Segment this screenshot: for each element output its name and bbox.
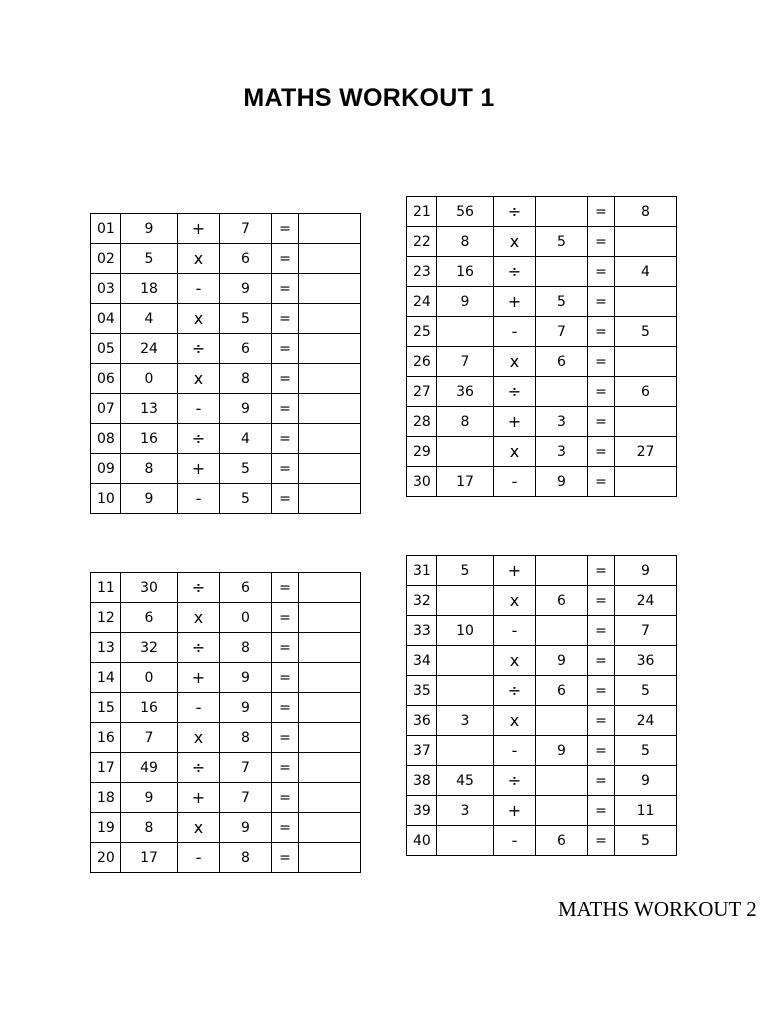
operator: + xyxy=(494,287,536,317)
equals-sign: = xyxy=(272,334,299,364)
second-operand[interactable] xyxy=(536,377,588,407)
problem-number: 12 xyxy=(91,603,121,633)
second-operand: 9 xyxy=(536,646,588,676)
answer-cell[interactable] xyxy=(299,424,361,454)
first-operand: 9 xyxy=(437,287,494,317)
problem-row xyxy=(407,706,677,736)
second-operand: 9 xyxy=(220,813,272,843)
operator: - xyxy=(494,826,536,856)
equals-sign: = xyxy=(588,736,615,766)
second-operand[interactable] xyxy=(536,556,588,586)
first-operand: 5 xyxy=(437,556,494,586)
equals-sign: = xyxy=(272,394,299,424)
problem-number: 04 xyxy=(91,304,121,334)
first-operand: 18 xyxy=(121,274,178,304)
answer-cell[interactable]: 27 xyxy=(615,437,677,467)
problem-row xyxy=(407,616,677,646)
problem-row xyxy=(407,796,677,826)
first-operand: 17 xyxy=(121,843,178,873)
first-operand: 16 xyxy=(437,257,494,287)
problem-number: 35 xyxy=(407,676,437,706)
problem-number: 22 xyxy=(407,227,437,257)
second-operand[interactable] xyxy=(536,616,588,646)
second-operand: 6 xyxy=(220,573,272,603)
second-operand[interactable] xyxy=(536,796,588,826)
answer-cell[interactable] xyxy=(299,244,361,274)
operator: - xyxy=(178,843,220,873)
second-operand: 9 xyxy=(220,394,272,424)
second-operand[interactable] xyxy=(536,706,588,736)
problem-row xyxy=(91,364,361,394)
problem-row xyxy=(91,753,361,783)
operator: - xyxy=(178,484,220,514)
first-operand: 45 xyxy=(437,766,494,796)
answer-cell[interactable] xyxy=(299,633,361,663)
operator: ÷ xyxy=(494,257,536,287)
problem-row xyxy=(407,287,677,317)
first-operand: 6 xyxy=(121,603,178,633)
second-operand: 6 xyxy=(536,586,588,616)
first-operand[interactable] xyxy=(437,736,494,766)
first-operand[interactable] xyxy=(437,586,494,616)
problem-row xyxy=(91,244,361,274)
problem-number: 30 xyxy=(407,467,437,497)
first-operand: 36 xyxy=(437,377,494,407)
problems-table-31-40 xyxy=(406,555,677,856)
problem-row xyxy=(407,377,677,407)
problem-number: 34 xyxy=(407,646,437,676)
problem-number: 29 xyxy=(407,437,437,467)
first-operand: 9 xyxy=(121,484,178,514)
equals-sign: = xyxy=(588,437,615,467)
first-operand: 9 xyxy=(121,783,178,813)
operator: - xyxy=(178,394,220,424)
problem-number: 09 xyxy=(91,454,121,484)
second-operand: 8 xyxy=(220,723,272,753)
problem-number: 26 xyxy=(407,347,437,377)
operator: x xyxy=(494,646,536,676)
second-operand: 9 xyxy=(536,467,588,497)
equals-sign: = xyxy=(588,197,615,227)
problem-row xyxy=(407,197,677,227)
second-operand: 9 xyxy=(220,274,272,304)
problem-number: 08 xyxy=(91,424,121,454)
problem-number: 01 xyxy=(91,214,121,244)
answer-cell[interactable]: 8 xyxy=(615,197,677,227)
equals-sign: = xyxy=(272,454,299,484)
equals-sign: = xyxy=(588,796,615,826)
problems-table-01-10 xyxy=(90,213,361,514)
equals-sign: = xyxy=(272,424,299,454)
operator: x xyxy=(178,244,220,274)
second-operand: 7 xyxy=(220,214,272,244)
operator: + xyxy=(178,783,220,813)
operator: + xyxy=(178,663,220,693)
equals-sign: = xyxy=(272,693,299,723)
operator: x xyxy=(178,813,220,843)
second-operand: 5 xyxy=(536,227,588,257)
operator: - xyxy=(494,467,536,497)
problem-row xyxy=(407,766,677,796)
second-operand: 7 xyxy=(220,783,272,813)
second-operand: 3 xyxy=(536,407,588,437)
problem-row xyxy=(91,663,361,693)
answer-cell[interactable] xyxy=(299,843,361,873)
problem-number: 33 xyxy=(407,616,437,646)
first-operand[interactable] xyxy=(437,676,494,706)
equals-sign: = xyxy=(588,377,615,407)
equals-sign: = xyxy=(588,676,615,706)
worksheet-title: MATHS WORKOUT 1 xyxy=(243,84,495,112)
problem-number: 06 xyxy=(91,364,121,394)
problem-row xyxy=(407,556,677,586)
problem-row xyxy=(91,484,361,514)
operator: - xyxy=(494,616,536,646)
operator: + xyxy=(178,454,220,484)
first-operand: 5 xyxy=(121,244,178,274)
answer-cell[interactable] xyxy=(299,214,361,244)
problem-row xyxy=(91,723,361,753)
problem-row xyxy=(91,454,361,484)
equals-sign: = xyxy=(588,556,615,586)
equals-sign: = xyxy=(588,317,615,347)
answer-cell[interactable] xyxy=(299,693,361,723)
equals-sign: = xyxy=(588,287,615,317)
first-operand: 7 xyxy=(437,347,494,377)
first-operand: 16 xyxy=(121,424,178,454)
answer-cell[interactable]: 11 xyxy=(615,796,677,826)
problem-row xyxy=(91,214,361,244)
problem-row xyxy=(91,813,361,843)
problem-number: 03 xyxy=(91,274,121,304)
second-operand: 7 xyxy=(220,753,272,783)
equals-sign: = xyxy=(588,467,615,497)
operator: + xyxy=(494,556,536,586)
operator: x xyxy=(494,227,536,257)
problem-row xyxy=(91,843,361,873)
first-operand: 17 xyxy=(437,467,494,497)
answer-cell[interactable]: 5 xyxy=(615,826,677,856)
equals-sign: = xyxy=(588,407,615,437)
first-operand: 7 xyxy=(121,723,178,753)
equals-sign: = xyxy=(272,244,299,274)
first-operand: 8 xyxy=(121,454,178,484)
problem-number: 23 xyxy=(407,257,437,287)
problem-row xyxy=(407,646,677,676)
equals-sign: = xyxy=(272,304,299,334)
problem-number: 36 xyxy=(407,706,437,736)
problem-row xyxy=(407,407,677,437)
problem-number: 32 xyxy=(407,586,437,616)
problem-row xyxy=(407,467,677,497)
second-operand: 7 xyxy=(536,317,588,347)
operator: - xyxy=(494,317,536,347)
equals-sign: = xyxy=(588,826,615,856)
answer-cell[interactable] xyxy=(299,334,361,364)
problem-row xyxy=(91,424,361,454)
problem-row xyxy=(407,257,677,287)
equals-sign: = xyxy=(272,633,299,663)
operator: - xyxy=(178,274,220,304)
problem-number: 19 xyxy=(91,813,121,843)
problem-number: 11 xyxy=(91,573,121,603)
answer-cell[interactable] xyxy=(615,227,677,257)
answer-cell[interactable] xyxy=(615,347,677,377)
answer-cell[interactable] xyxy=(299,663,361,693)
answer-cell[interactable] xyxy=(299,723,361,753)
answer-cell[interactable] xyxy=(299,603,361,633)
second-operand: 0 xyxy=(220,603,272,633)
problem-number: 24 xyxy=(407,287,437,317)
answer-cell[interactable] xyxy=(299,454,361,484)
answer-cell[interactable]: 9 xyxy=(615,766,677,796)
problem-number: 02 xyxy=(91,244,121,274)
problem-number: 27 xyxy=(407,377,437,407)
problem-number: 13 xyxy=(91,633,121,663)
equals-sign: = xyxy=(588,646,615,676)
first-operand: 8 xyxy=(437,227,494,257)
problem-row xyxy=(91,603,361,633)
problem-row xyxy=(407,736,677,766)
problem-number: 20 xyxy=(91,843,121,873)
second-operand: 5 xyxy=(220,454,272,484)
answer-cell[interactable]: 5 xyxy=(615,736,677,766)
problem-row xyxy=(91,394,361,424)
problem-row xyxy=(407,347,677,377)
equals-sign: = xyxy=(588,706,615,736)
equals-sign: = xyxy=(588,227,615,257)
operator: + xyxy=(494,407,536,437)
answer-cell[interactable]: 6 xyxy=(615,377,677,407)
second-operand: 9 xyxy=(220,663,272,693)
operator: ÷ xyxy=(494,676,536,706)
operator: ÷ xyxy=(494,377,536,407)
problems-table-21-30 xyxy=(406,196,677,497)
first-operand: 3 xyxy=(437,706,494,736)
problem-row xyxy=(407,437,677,467)
first-operand: 10 xyxy=(437,616,494,646)
problem-number: 10 xyxy=(91,484,121,514)
first-operand[interactable] xyxy=(437,437,494,467)
problem-number: 07 xyxy=(91,394,121,424)
equals-sign: = xyxy=(588,766,615,796)
operator: x xyxy=(178,364,220,394)
answer-cell[interactable]: 7 xyxy=(615,616,677,646)
answer-cell[interactable] xyxy=(299,364,361,394)
problem-row xyxy=(407,826,677,856)
problem-row xyxy=(91,633,361,663)
second-operand: 9 xyxy=(220,693,272,723)
problem-row xyxy=(407,317,677,347)
operator: ÷ xyxy=(494,197,536,227)
answer-cell[interactable] xyxy=(615,467,677,497)
first-operand: 8 xyxy=(121,813,178,843)
second-operand: 5 xyxy=(536,287,588,317)
equals-sign: = xyxy=(272,753,299,783)
problem-row xyxy=(407,586,677,616)
problem-row xyxy=(91,334,361,364)
answer-cell[interactable] xyxy=(299,783,361,813)
first-operand[interactable] xyxy=(437,826,494,856)
answer-cell[interactable] xyxy=(299,484,361,514)
problem-number: 05 xyxy=(91,334,121,364)
first-operand: 4 xyxy=(121,304,178,334)
operator: x xyxy=(494,437,536,467)
equals-sign: = xyxy=(588,347,615,377)
equals-sign: = xyxy=(272,783,299,813)
operator: ÷ xyxy=(178,633,220,663)
equals-sign: = xyxy=(272,214,299,244)
equals-sign: = xyxy=(272,603,299,633)
answer-cell[interactable] xyxy=(299,753,361,783)
answer-cell[interactable]: 9 xyxy=(615,556,677,586)
first-operand: 9 xyxy=(121,214,178,244)
second-operand: 5 xyxy=(220,304,272,334)
equals-sign: = xyxy=(272,274,299,304)
operator: x xyxy=(494,347,536,377)
operator: ÷ xyxy=(494,766,536,796)
second-operand[interactable] xyxy=(536,766,588,796)
first-operand: 16 xyxy=(121,693,178,723)
equals-sign: = xyxy=(588,257,615,287)
problem-row xyxy=(91,573,361,603)
operator: - xyxy=(494,736,536,766)
answer-cell[interactable] xyxy=(299,813,361,843)
operator: x xyxy=(494,706,536,736)
problem-row xyxy=(407,676,677,706)
first-operand: 32 xyxy=(121,633,178,663)
problem-row xyxy=(407,227,677,257)
problem-number: 14 xyxy=(91,663,121,693)
second-operand: 6 xyxy=(536,676,588,706)
equals-sign: = xyxy=(272,364,299,394)
equals-sign: = xyxy=(272,663,299,693)
first-operand: 49 xyxy=(121,753,178,783)
answer-cell[interactable]: 24 xyxy=(615,706,677,736)
first-operand: 30 xyxy=(121,573,178,603)
operator: x xyxy=(178,723,220,753)
answer-cell[interactable] xyxy=(299,573,361,603)
problem-row xyxy=(91,783,361,813)
problem-number: 16 xyxy=(91,723,121,753)
second-operand: 6 xyxy=(536,826,588,856)
second-operand: 4 xyxy=(220,424,272,454)
operator: x xyxy=(178,603,220,633)
equals-sign: = xyxy=(588,586,615,616)
operator: ÷ xyxy=(178,424,220,454)
first-operand: 24 xyxy=(121,334,178,364)
answer-cell[interactable] xyxy=(299,394,361,424)
equals-sign: = xyxy=(272,484,299,514)
answer-cell[interactable]: 5 xyxy=(615,676,677,706)
operator: x xyxy=(494,586,536,616)
second-operand: 6 xyxy=(220,244,272,274)
problem-number: 25 xyxy=(407,317,437,347)
second-operand: 6 xyxy=(536,347,588,377)
answer-cell[interactable] xyxy=(615,407,677,437)
first-operand[interactable] xyxy=(437,646,494,676)
problem-number: 18 xyxy=(91,783,121,813)
problem-number: 40 xyxy=(407,826,437,856)
first-operand: 8 xyxy=(437,407,494,437)
second-operand: 8 xyxy=(220,633,272,663)
operator: ÷ xyxy=(178,334,220,364)
operator: + xyxy=(178,214,220,244)
operator: + xyxy=(494,796,536,826)
second-operand: 8 xyxy=(220,843,272,873)
problem-number: 39 xyxy=(407,796,437,826)
problem-row xyxy=(91,304,361,334)
problem-row xyxy=(91,693,361,723)
first-operand: 56 xyxy=(437,197,494,227)
problem-number: 21 xyxy=(407,197,437,227)
operator: ÷ xyxy=(178,573,220,603)
first-operand: 13 xyxy=(121,394,178,424)
next-worksheet-title: MATHS WORKOUT 2 xyxy=(558,897,757,921)
first-operand: 0 xyxy=(121,364,178,394)
second-operand: 8 xyxy=(220,364,272,394)
problem-number: 31 xyxy=(407,556,437,586)
problem-number: 17 xyxy=(91,753,121,783)
answer-cell[interactable]: 24 xyxy=(615,586,677,616)
answer-cell[interactable] xyxy=(299,304,361,334)
answer-cell[interactable]: 36 xyxy=(615,646,677,676)
equals-sign: = xyxy=(272,813,299,843)
operator: ÷ xyxy=(178,753,220,783)
operator: - xyxy=(178,693,220,723)
equals-sign: = xyxy=(272,843,299,873)
problem-number: 38 xyxy=(407,766,437,796)
first-operand[interactable] xyxy=(437,317,494,347)
equals-sign: = xyxy=(272,573,299,603)
problem-number: 37 xyxy=(407,736,437,766)
second-operand: 6 xyxy=(220,334,272,364)
problem-number: 28 xyxy=(407,407,437,437)
second-operand: 5 xyxy=(220,484,272,514)
problem-row xyxy=(91,274,361,304)
first-operand: 3 xyxy=(437,796,494,826)
second-operand[interactable] xyxy=(536,197,588,227)
answer-cell[interactable]: 5 xyxy=(615,317,677,347)
operator: x xyxy=(178,304,220,334)
first-operand: 0 xyxy=(121,663,178,693)
problems-table-11-20 xyxy=(90,572,361,873)
second-operand: 9 xyxy=(536,736,588,766)
answer-cell[interactable] xyxy=(299,274,361,304)
problem-number: 15 xyxy=(91,693,121,723)
equals-sign: = xyxy=(588,616,615,646)
second-operand: 3 xyxy=(536,437,588,467)
answer-cell[interactable]: 4 xyxy=(615,257,677,287)
answer-cell[interactable] xyxy=(615,287,677,317)
equals-sign: = xyxy=(272,723,299,753)
second-operand[interactable] xyxy=(536,257,588,287)
